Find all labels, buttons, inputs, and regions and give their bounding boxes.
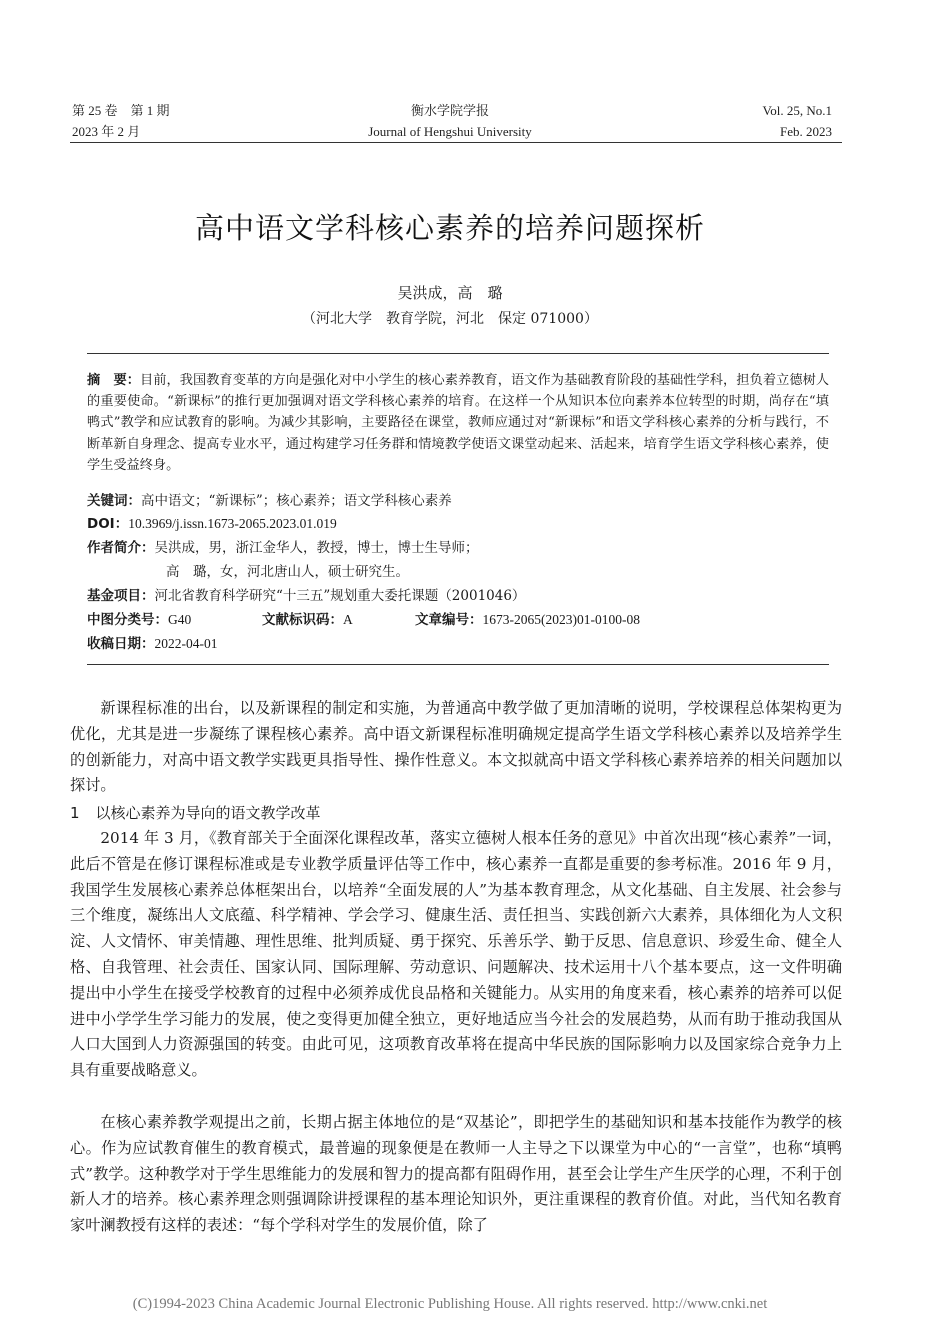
- received-label: 收稿日期：: [87, 636, 155, 652]
- fund: [87, 585, 829, 607]
- doi: [87, 513, 829, 535]
- header-right: [763, 100, 832, 142]
- keywords-label: 关键词：: [87, 493, 141, 509]
- abstract-label: 摘 要：: [87, 373, 141, 388]
- doi-text[interactable]: 10.3969/j.issn.1673-2065.2023.01.019: [128, 516, 337, 531]
- clc-label: 中图分类号：: [87, 612, 168, 628]
- authors: 吴洪成，高 璐: [397, 284, 503, 302]
- abstract: [87, 370, 829, 476]
- article-value: 1673-2065(2023)01-0100-08: [482, 612, 640, 627]
- doi-label: DOI：: [87, 516, 129, 532]
- paragraph-1: [70, 826, 842, 1084]
- abstract-text: 目前，我国教育变革的方向是强化对中小学生的核心素养教育，语文作为基础教育阶段的基础性学科，担负着立德树人的重要使命。“新课标”的推行更加强调对语文学科核心素养的培育。在这样一个从知识本位向素养本位转型的时期，尚存在“填鸭式”教学和应试教育的影响。为减少其影响，主要路径在课堂，教师应通过对“新课标”和语文学科核心素养的分析与践行，不断革新自身理念、提高专业水平，通过构建学习任务群和情境教学使语文课堂动起来、活起来，培育学生语文学科核心素养，使学生受益终身。: [87, 373, 830, 473]
- paper-title: 高中语文学科核心素养的培养问题探析: [194, 211, 705, 245]
- abstract-top-rule: [87, 353, 829, 354]
- section-title: 以核心素养为导向的语文教学改革: [95, 804, 321, 822]
- journal-name-cn: 衡水学院学报: [410, 103, 489, 118]
- section-heading: [70, 802, 321, 823]
- author-bio-line2-row: [166, 561, 766, 583]
- keywords: [87, 490, 829, 512]
- author-bio: [87, 537, 829, 559]
- section-number: 1: [70, 804, 80, 822]
- doc-code: [262, 609, 402, 631]
- fund-label: 基金项目：: [87, 588, 155, 604]
- clc-value: G40: [168, 612, 192, 627]
- doc-value: A: [343, 612, 353, 627]
- paragraph-1-text: 2014 年 3 月，《教育部关于全面深化课程改革，落实立德树人根本任务的意见》中首次出现“核心素养”一词，此后不管是在修订课程标准或是专业教学质量评估等工作中，核心素养一直都是重要的参考标准。2016 年 9 月，我国学生发展核心素养总体框架出台，以培养“全面发展的人”为基本教育理念，从文化基础、自主发展、社会参与三个维度，凝练出人文底蕴、科学精神、学会学习、健康生活、责任担当、实践创新六大素养，具体细化为人文积淀、人文情怀、审美情趣、理性思维、批判质疑、勇于探究、乐善乐学、勤于反思、信息意识、珍爱生命、健全人格、自我管理、社会责任、国家认同、国际理解、劳动意识、问题解决、技术运用十八个基本要点，这一文件明确提出中小学生在接受学校教育的过程中必须养成优良品格和关键能力。从实用的角度来看，核心素养的培养可以促进中小学学生学习能力的发展，使之变得更加健全独立，更好地适应当今社会的发展趋势，从而有助于推动我国从人口大国到人力资源强国的转变。由此可见，这项教育改革将在提高中华民族的国际影响力以及国家综合竞争力上具有重要战略意义。: [70, 829, 842, 1080]
- fund-text: 河北省教育科学研究“十三五”规划重大委托课题（2001046）: [154, 588, 526, 604]
- intro-paragraph: [70, 696, 842, 799]
- received-value: 2022-04-01: [154, 636, 218, 651]
- author-bio-label: 作者简介：: [87, 540, 155, 556]
- copyright-footer: (C)1994-2023 China Academic Journal Electronic Publishing House. All rights reserved. http://www.cnki.net: [132, 1296, 768, 1312]
- publication-date: 2023 年 2 月: [72, 124, 141, 139]
- publication-date-en: Feb. 2023: [780, 124, 832, 139]
- paragraph-2: [70, 1110, 842, 1239]
- author-bio-line1: 吴洪成，男，浙江金华人，教授，博士，博士生导师；: [154, 540, 479, 556]
- paragraph-2-text: 在核心素养教学观提出之前，长期占据主体地位的是“双基论”，即把学生的基础知识和基本技能作为教学的核心。作为应试教育催生的教育模式，最普遍的现象便是在教师一人主导之下以课堂为中心的“一言堂”，也称“填鸭式”教学。这种教学对于学生思维能力的发展和智力的提高都有阻碍作用，甚至会让学生产生厌学的心理，不利于创新人才的培养。核心素养理念则强调除讲授课程的基本理论知识外，更注重课程的教育价值。对此，当代知名教育家叶澜教授有这样的表述：“每个学科对学生的发展价值，除了: [70, 1113, 842, 1235]
- header-rule: [70, 142, 842, 143]
- intro-text: 新课程标准的出台，以及新课程的制定和实施，为普通高中教学做了更加清晰的说明，学校课程总体架构更为优化，尤其是进一步凝练了课程核心素养。高中语文新课程标准明确规定提高学生语文学科核心素养以及培养学生的创新能力，对高中语文教学实践更具指导性、操作性意义。本文拟就高中语文学科核心素养培养的相关问题加以探讨。: [70, 699, 842, 795]
- article-number: [415, 609, 755, 631]
- doc-label: 文献标识码：: [262, 612, 343, 628]
- abstract-bottom-rule: [87, 664, 829, 665]
- received: [87, 633, 829, 655]
- volume-issue: 第 25 卷 第 1 期: [72, 103, 170, 118]
- keywords-text: 高中语文；“新课标”；核心素养；语文学科核心素养: [141, 493, 452, 509]
- journal-name-en: Journal of Hengshui University: [368, 124, 532, 139]
- affiliation: （河北大学 教育学院，河北 保定 071000）: [302, 311, 598, 327]
- article-label: 文章编号：: [415, 612, 483, 628]
- volume-issue-en: Vol. 25, No.1: [762, 103, 832, 118]
- author-bio-line2: 高 璐，女，河北唐山人，硕士研究生。: [166, 564, 409, 580]
